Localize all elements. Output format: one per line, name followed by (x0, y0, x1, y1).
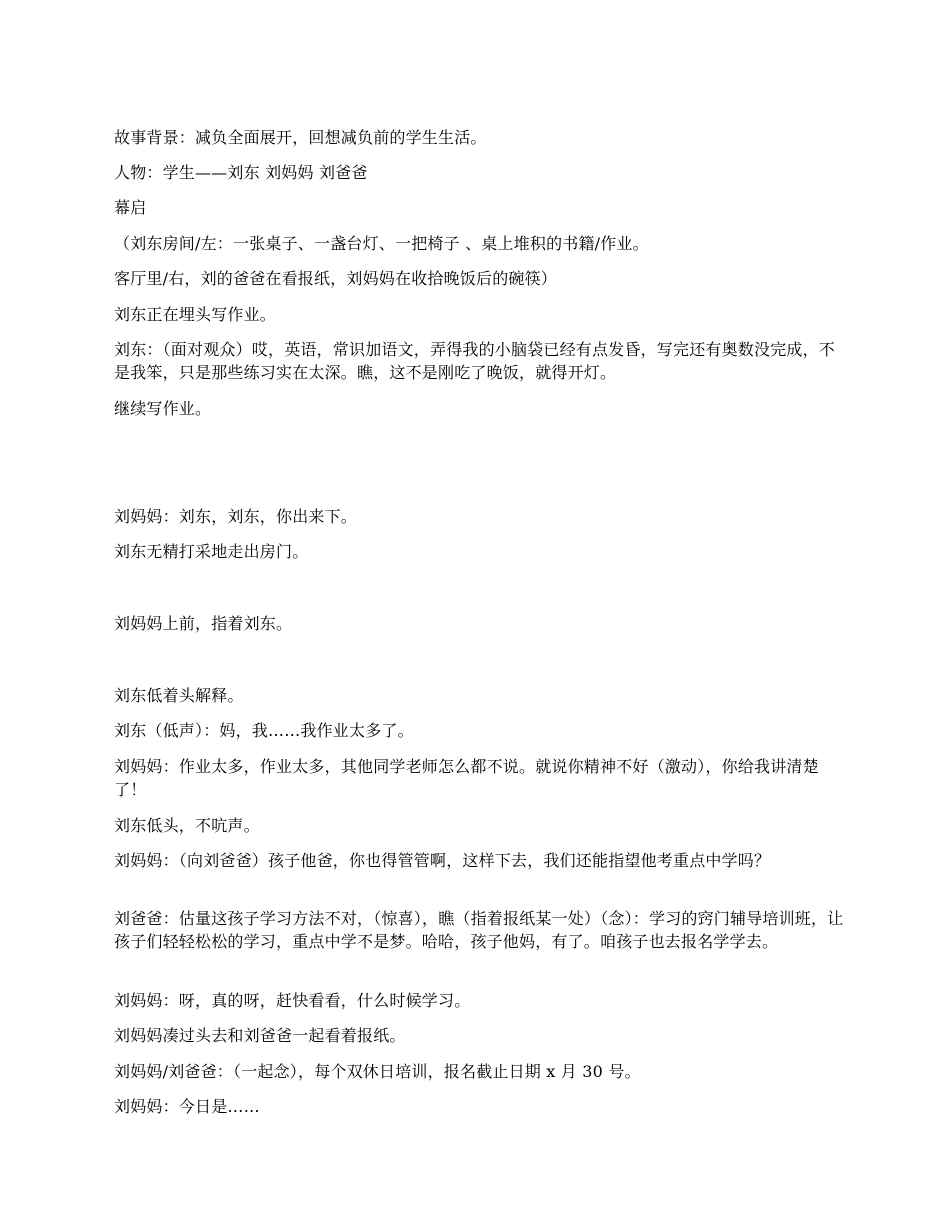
stage-action: 刘东正在埋头写作业。 (114, 305, 277, 324)
characters-line: 人物：学生——刘东 刘妈妈 刘爸爸 (114, 163, 368, 182)
dialogue-dad-newspaper: 刘爸爸：估量这孩子学习方法不对，（惊喜），瞧（指着报纸某一处）（念）：学习的窍门辅导培训班，让孩子们轻轻松松的学习，重点中学不是梦。哈哈，孩子他妈，有了。咱孩子也去报名学学去。 (114, 909, 844, 951)
dialogue-mom-excited: 刘妈妈：呀，真的呀，赶快看看，什么时候学习。 (114, 991, 471, 1010)
dialogue-mom-today: 刘妈妈：今日是…… (114, 1097, 260, 1116)
dialogue-both-read: 刘妈妈/刘爸爸：（一起念），每个双休日培训，报名截止日期 x 月 30 号。 (114, 1062, 641, 1081)
dialogue-liudong-monologue: 刘东：（面对观众）哎，英语，常识加语文，弄得我的小脑袋已经有点发昏，写完还有奥数没完成，不是我笨，只是那些练习实在太深。瞧，这不是刚吃了晚饭，就得开灯。 (114, 340, 836, 382)
stage-action: 刘妈妈上前，指着刘东。 (114, 614, 293, 633)
dialogue-liudong-reply: 刘东（低声）：妈，我……我作业太多了。 (114, 721, 414, 740)
stage-action: 继续写作业。 (114, 399, 212, 418)
curtain-rise: 幕启 (114, 198, 147, 217)
dialogue-mom-call: 刘妈妈：刘东，刘东，你出来下。 (114, 507, 358, 526)
story-background: 故事背景：减负全面展开，回想减负前的学生生活。 (114, 128, 487, 147)
dialogue-mom-scold: 刘妈妈：作业太多，作业太多，其他同学老师怎么都不说。就说你精神不好（激动），你给我讲清楚了！ (114, 757, 819, 799)
dialogue-mom-to-dad: 刘妈妈：（向刘爸爸）孩子他爸，你也得管管啊，这样下去，我们还能指望他考重点中学吗？ (114, 851, 771, 870)
stage-action: 刘东无精打采地走出房门。 (114, 542, 309, 561)
stage-action: 刘东低着头解释。 (114, 686, 244, 705)
stage-direction-right: 客厅里/右，刘的爸爸在看报纸，刘妈妈在收拾晚饭后的碗筷） (114, 269, 557, 288)
stage-direction-left: （刘东房间/左：一张桌子、一盏台灯、一把椅子 、桌上堆积的书籍/作业。 (114, 234, 649, 253)
stage-action: 刘妈妈凑过头去和刘爸爸一起看着报纸。 (114, 1026, 406, 1045)
stage-action: 刘东低头，不吭声。 (114, 816, 260, 835)
